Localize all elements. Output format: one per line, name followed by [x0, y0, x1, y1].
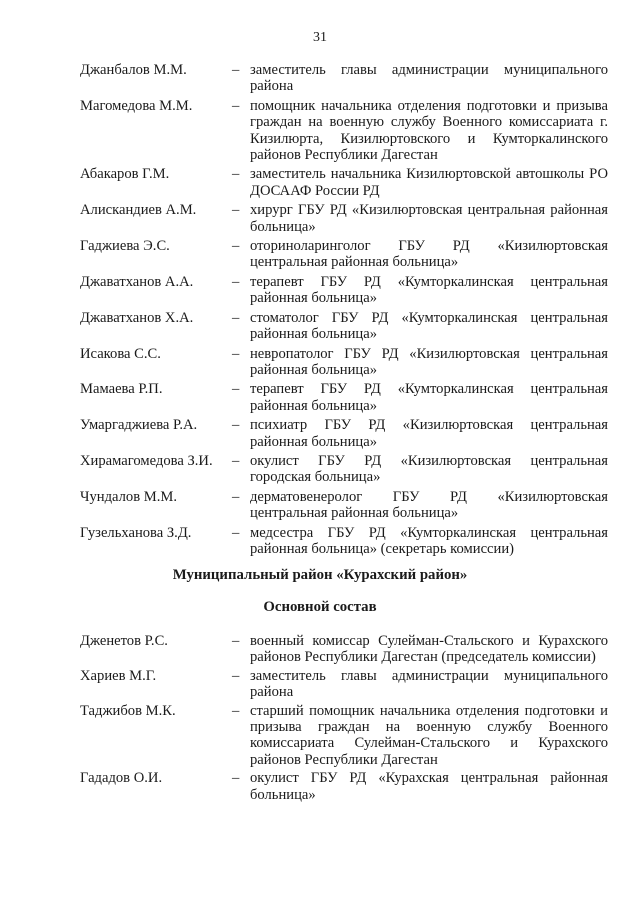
member-name: Джаватханов Х.А.: [80, 309, 194, 326]
member-position: помощник начальника отделения подготовки и призыва граждан на военную службу Военного комиссариата г. Кизилюрта, Кизилюртовского и Кумторкалинского районов Республики Дагестан: [250, 97, 608, 164]
member-position: окулист ГБУ РД «Курахская центральная районная больница»: [250, 770, 608, 803]
member-entry: [80, 166, 608, 199]
member-position: медсестра ГБУ РД «Кумторкалинская центральная районная больница» (секретарь комиссии): [250, 524, 608, 557]
member-name: Джаватханов А.А.: [80, 273, 194, 290]
member-dash: –: [232, 309, 240, 326]
member-entry: [80, 668, 608, 701]
member-dash: –: [232, 524, 240, 541]
member-name: Умаргаджиева Р.А.: [80, 417, 198, 434]
member-position: терапевт ГБУ РД «Кумторкалинская центральная районная больница»: [250, 273, 608, 307]
member-position: заместитель начальника Кизилюртовской автошколы РО ДОСААФ России РД: [250, 166, 608, 199]
member-name: Абакаров Г.М.: [80, 166, 170, 183]
member-dash: –: [232, 238, 240, 255]
member-name: Чундалов М.М.: [80, 488, 177, 505]
member-position: хирург ГБУ РД «Кизилюртовская центральная районная больница»: [250, 202, 608, 235]
member-position: психиатр ГБУ РД «Кизилюртовская центральная районная больница»: [250, 417, 608, 450]
member-entry: [80, 453, 608, 486]
commission-list-kurakh: [80, 633, 608, 805]
member-entry: [80, 770, 608, 803]
member-entry: [80, 633, 608, 666]
member-position: старший помощник начальника отделения подготовки и призыва граждан на военную службу Военного комиссариата Сулейман-Стальского и Курахского районов Республики Дагестан: [250, 702, 608, 768]
member-entry: [80, 346, 608, 379]
page-number: 31: [313, 30, 327, 45]
member-position: военный комиссар Сулейман-Стальского и Курахского районов Республики Дагестан (председатель комиссии): [250, 633, 608, 666]
member-position: заместитель главы администрации муниципального района: [250, 667, 608, 701]
member-dash: –: [232, 345, 240, 362]
member-name: Мамаева Р.П.: [80, 381, 163, 398]
member-name: Алискандиев А.М.: [80, 202, 197, 219]
member-position: оториноларинголог ГБУ РД «Кизилюртовская центральная районная больница»: [250, 238, 608, 271]
member-position: невропатолог ГБУ РД «Кизилюртовская центральная районная больница»: [250, 345, 608, 378]
member-dash: –: [232, 667, 240, 684]
member-entry: [80, 703, 608, 769]
member-entry: [80, 525, 608, 558]
member-name: Гузельханова З.Д.: [80, 524, 192, 541]
member-dash: –: [232, 770, 240, 787]
member-dash: –: [232, 417, 240, 434]
member-name: Хариев М.Г.: [80, 667, 157, 684]
member-name: Магомедова М.М.: [80, 97, 193, 114]
member-entry: [80, 98, 608, 164]
member-entry: [80, 489, 608, 522]
member-name: Гададов О.И.: [80, 770, 163, 787]
member-dash: –: [232, 202, 240, 219]
member-name: Таджибов М.К.: [80, 702, 176, 719]
commission-list-kizilyurt: [80, 62, 608, 560]
member-entry: [80, 62, 608, 95]
member-entry: [80, 381, 608, 414]
member-dash: –: [232, 633, 240, 649]
member-name: Дженетов Р.С.: [80, 633, 168, 649]
composition-subheading: Основной состав: [263, 599, 377, 615]
member-entry: [80, 417, 608, 450]
member-name: Джанбалов М.М.: [80, 62, 187, 78]
member-dash: –: [232, 452, 240, 469]
member-dash: –: [232, 62, 240, 78]
member-entry: [80, 238, 608, 271]
member-position: окулист ГБУ РД «Кизилюртовская центральная городская больница»: [250, 452, 608, 486]
member-name: Хирамагомедова З.И.: [80, 452, 213, 469]
member-dash: –: [232, 166, 240, 183]
member-position: стоматолог ГБУ РД «Кумторкалинская центральная районная больница»: [250, 309, 608, 343]
member-name: Гаджиева Э.С.: [80, 238, 170, 255]
district-heading: Муниципальный район «Курахский район»: [172, 567, 468, 583]
member-dash: –: [232, 702, 240, 719]
member-dash: –: [232, 488, 240, 505]
member-position: терапевт ГБУ РД «Кумторкалинская центральная районная больница»: [250, 381, 608, 414]
member-dash: –: [232, 273, 240, 290]
member-position: заместитель главы администрации муниципального района: [250, 62, 608, 95]
member-position: дерматовенеролог ГБУ РД «Кизилюртовская центральная районная больница»: [250, 488, 608, 522]
member-entry: [80, 202, 608, 235]
member-entry: [80, 310, 608, 343]
member-dash: –: [232, 381, 240, 398]
member-name: Исакова С.С.: [80, 345, 161, 362]
member-dash: –: [232, 97, 240, 114]
member-entry: [80, 274, 608, 307]
